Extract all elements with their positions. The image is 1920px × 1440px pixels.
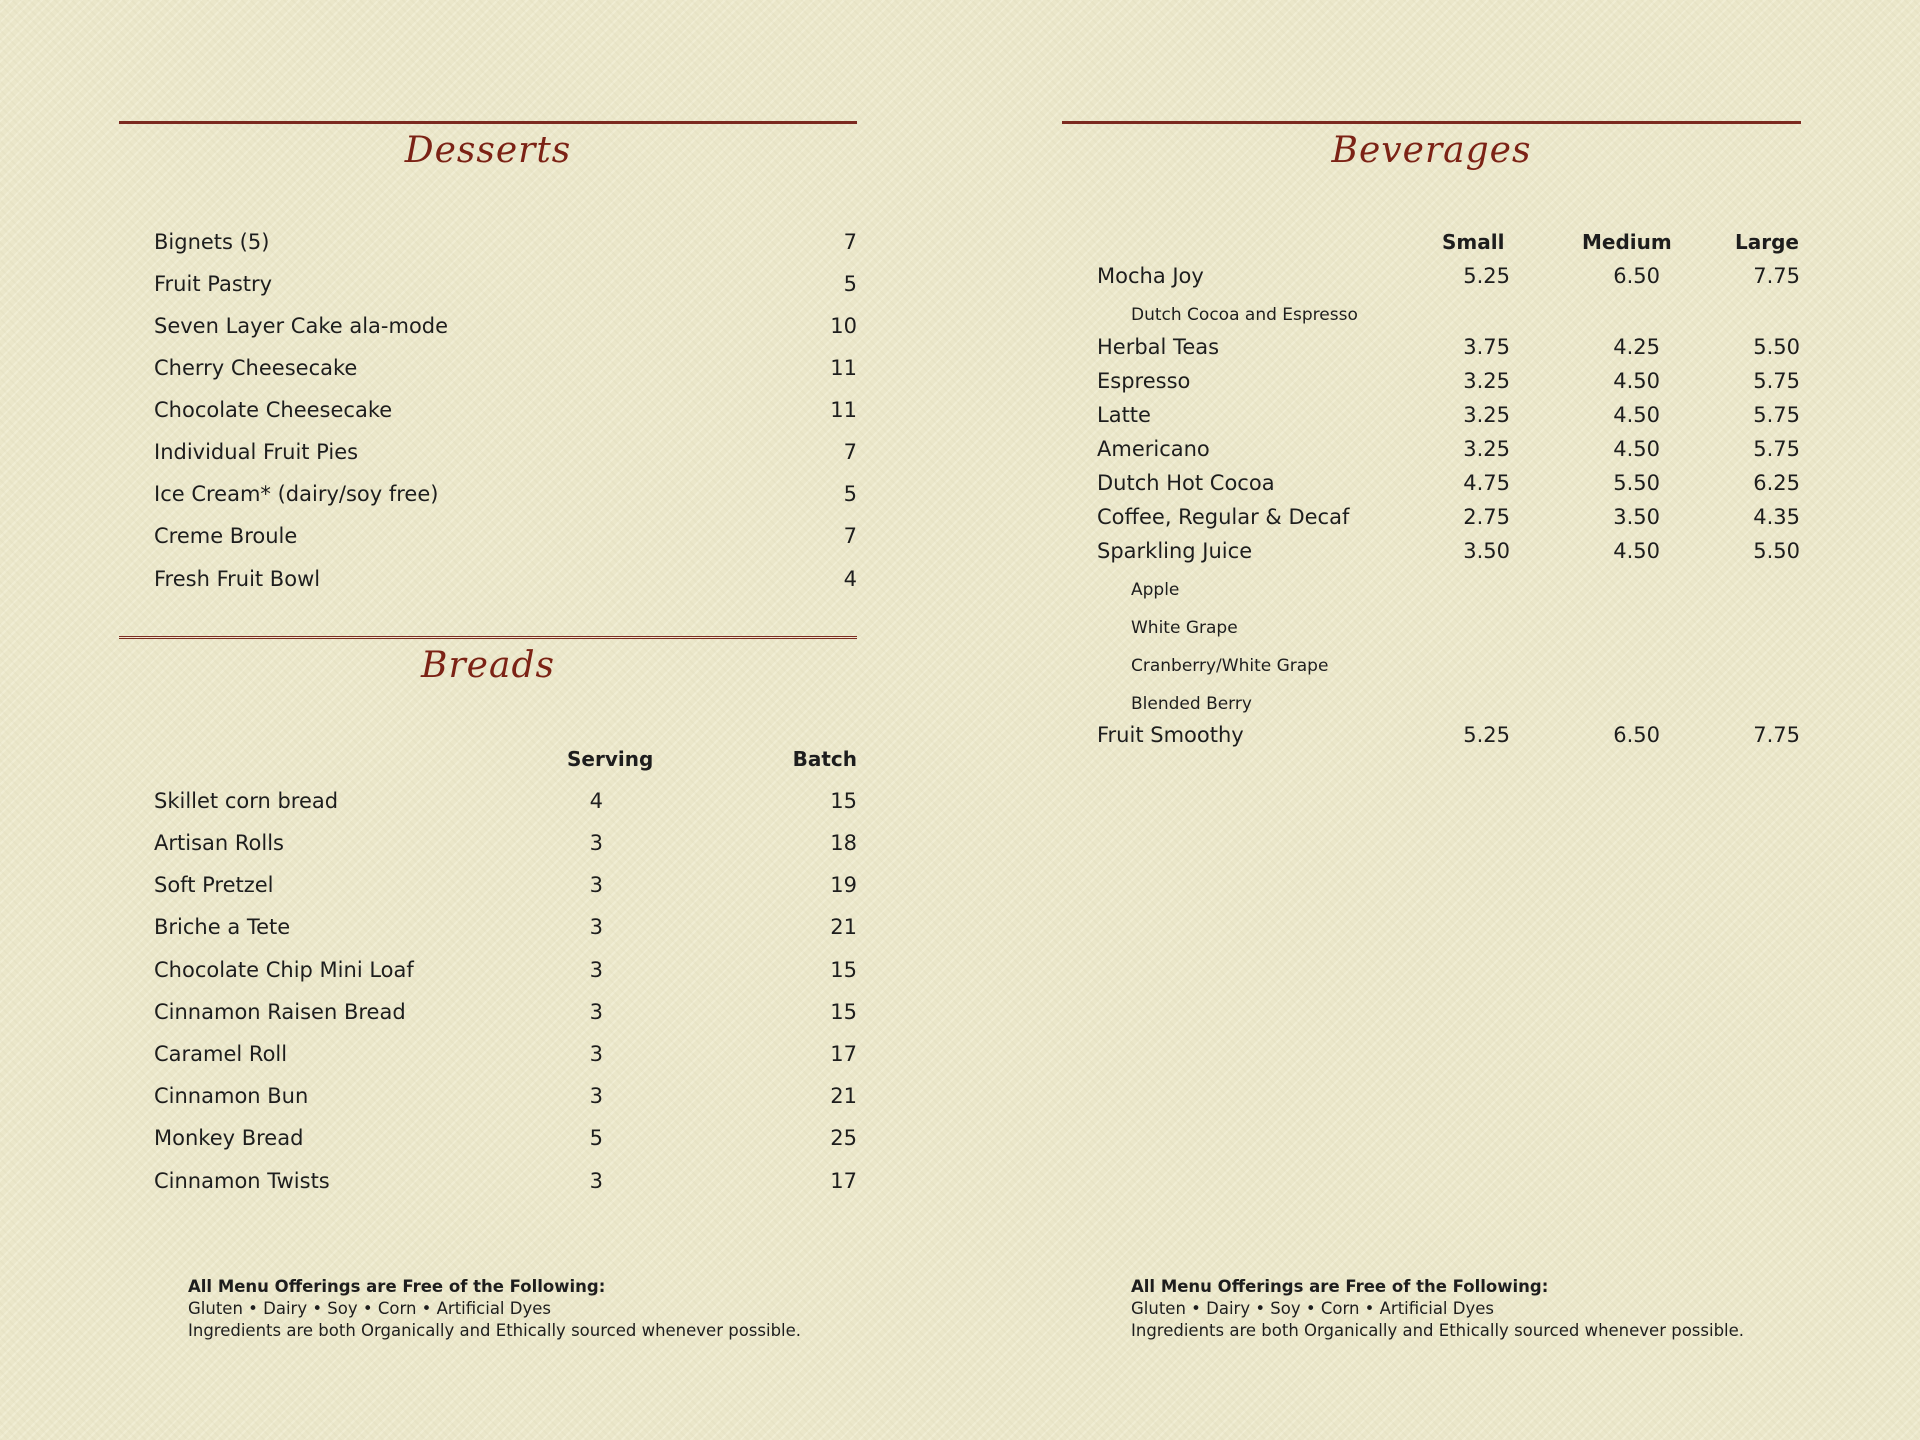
bread-serving: 3 — [589, 1169, 603, 1193]
dessert-name: Bignets (5) — [154, 230, 270, 254]
beverage-small-price: 3.25 — [1463, 369, 1510, 393]
dessert-price: 5 — [843, 482, 857, 506]
beverage-small-price: 4.75 — [1463, 471, 1510, 495]
dessert-price: 11 — [830, 398, 857, 422]
dessert-name: Individual Fruit Pies — [154, 440, 359, 464]
beverage-name: Americano — [1097, 437, 1210, 461]
breads-title: Breads — [421, 645, 555, 686]
bread-row — [119, 831, 857, 865]
beverage-name: Dutch Hot Cocoa — [1097, 471, 1275, 495]
dessert-name: Fresh Fruit Bowl — [154, 567, 321, 591]
beverage-row — [1062, 264, 1801, 298]
dessert-price: 4 — [843, 567, 857, 591]
beverage-name: Fruit Smoothy — [1097, 723, 1244, 747]
beverages-top-rule — [1062, 121, 1801, 124]
beverage-small-price: 2.75 — [1463, 505, 1510, 529]
bread-batch: 19 — [830, 873, 857, 897]
bread-batch: 17 — [830, 1042, 857, 1066]
beverage-large-price: 7.75 — [1753, 723, 1800, 747]
dessert-name: Chocolate Cheesecake — [154, 398, 393, 422]
beverage-name: Coffee, Regular & Decaf — [1097, 505, 1350, 529]
beverage-row — [1062, 505, 1801, 539]
footer-allergens: Gluten • Dairy • Soy • Corn • Artificial Dyes — [188, 1299, 551, 1318]
bread-batch: 15 — [830, 789, 857, 813]
dessert-price: 7 — [843, 524, 857, 548]
beverage-name: Espresso — [1097, 369, 1191, 393]
beverage-small-price: 3.75 — [1463, 335, 1510, 359]
right-page — [1062, 0, 1801, 1440]
beverage-large-price: 5.75 — [1753, 403, 1800, 427]
bread-row — [119, 789, 857, 823]
beverage-medium-price: 4.50 — [1613, 369, 1660, 393]
bread-name: Cinnamon Bun — [154, 1084, 309, 1108]
dessert-price: 7 — [843, 230, 857, 254]
beverages-large-header: Large — [1735, 230, 1799, 254]
dessert-name: Ice Cream* (dairy/soy free) — [154, 482, 439, 506]
bread-batch: 21 — [830, 915, 857, 939]
beverage-row — [1062, 723, 1801, 757]
bread-serving: 3 — [589, 915, 603, 939]
bread-row — [119, 873, 857, 907]
bread-name: Soft Pretzel — [154, 873, 274, 897]
beverage-large-price: 7.75 — [1753, 264, 1800, 288]
dessert-price: 11 — [830, 356, 857, 380]
bread-name: Chocolate Chip Mini Loaf — [154, 958, 414, 982]
breads-batch-header: Batch — [792, 747, 857, 771]
beverage-large-price: 5.50 — [1753, 335, 1800, 359]
bread-row — [119, 1084, 857, 1118]
beverage-name: Sparkling Juice — [1097, 539, 1253, 563]
footer-title: All Menu Offerings are Free of the Following: — [1131, 1277, 1549, 1296]
bread-name: Artisan Rolls — [154, 831, 284, 855]
dessert-row — [119, 230, 857, 264]
bread-name: Monkey Bread — [154, 1126, 304, 1150]
beverage-large-price: 5.75 — [1753, 369, 1800, 393]
dessert-row — [119, 272, 857, 306]
breads-top-rule — [119, 636, 857, 642]
bread-row — [119, 1000, 857, 1034]
beverage-name: Herbal Teas — [1097, 335, 1220, 359]
desserts-top-rule — [119, 121, 857, 124]
beverage-large-price: 5.50 — [1753, 539, 1800, 563]
dessert-name: Cherry Cheesecake — [154, 356, 358, 380]
bread-serving: 3 — [589, 1042, 603, 1066]
beverage-medium-price: 4.50 — [1613, 437, 1660, 461]
dessert-row — [119, 567, 857, 601]
bread-name: Cinnamon Raisen Bread — [154, 1000, 406, 1024]
bread-row — [119, 958, 857, 992]
juice-option: Cranberry/White Grape — [1131, 656, 1329, 676]
beverage-row — [1062, 335, 1801, 369]
dessert-row — [119, 482, 857, 516]
bread-batch: 15 — [830, 958, 857, 982]
beverage-row — [1062, 369, 1801, 403]
bread-name: Caramel Roll — [154, 1042, 288, 1066]
allergen-footer-right — [1131, 1276, 1744, 1342]
footer-allergens: Gluten • Dairy • Soy • Corn • Artificial Dyes — [1131, 1299, 1494, 1318]
beverage-small-price: 5.25 — [1463, 723, 1510, 747]
bread-name: Briche a Tete — [154, 915, 291, 939]
bread-name: Cinnamon Twists — [154, 1169, 330, 1193]
bread-serving: 3 — [589, 958, 603, 982]
bread-batch: 15 — [830, 1000, 857, 1024]
bread-serving: 3 — [589, 1084, 603, 1108]
beverage-name: Mocha Joy — [1097, 264, 1204, 288]
left-page — [119, 0, 857, 1440]
bread-row — [119, 1126, 857, 1160]
juice-option: Apple — [1131, 580, 1180, 600]
beverage-small-price: 3.50 — [1463, 539, 1510, 563]
beverage-small-price: 3.25 — [1463, 403, 1510, 427]
beverage-row — [1062, 539, 1801, 573]
beverage-medium-price: 3.50 — [1613, 505, 1660, 529]
dessert-row — [119, 398, 857, 432]
bread-name: Skillet corn bread — [154, 789, 339, 813]
footer-title: All Menu Offerings are Free of the Following: — [188, 1277, 606, 1296]
dessert-row — [119, 440, 857, 474]
beverage-large-price: 6.25 — [1753, 471, 1800, 495]
bread-serving: 3 — [589, 1000, 603, 1024]
beverage-row — [1062, 471, 1801, 505]
dessert-price: 7 — [843, 440, 857, 464]
bread-serving: 3 — [589, 873, 603, 897]
bread-serving: 3 — [589, 831, 603, 855]
juice-option: Blended Berry — [1131, 694, 1252, 714]
beverage-medium-price: 4.50 — [1613, 403, 1660, 427]
dessert-price: 5 — [843, 272, 857, 296]
beverage-medium-price: 6.50 — [1613, 723, 1660, 747]
bread-batch: 18 — [830, 831, 857, 855]
beverage-medium-price: 6.50 — [1613, 264, 1660, 288]
beverage-medium-price: 5.50 — [1613, 471, 1660, 495]
dessert-row — [119, 314, 857, 348]
beverages-medium-header: Medium — [1582, 230, 1672, 254]
footer-sourcing: Ingredients are both Organically and Ethically sourced whenever possible. — [1131, 1321, 1745, 1340]
dessert-name: Seven Layer Cake ala-mode — [154, 314, 449, 338]
beverage-small-price: 3.25 — [1463, 437, 1510, 461]
dessert-name: Creme Broule — [154, 524, 298, 548]
bread-row — [119, 1169, 857, 1203]
dessert-row — [119, 356, 857, 390]
beverage-large-price: 5.75 — [1753, 437, 1800, 461]
allergen-footer-left — [188, 1276, 801, 1342]
bread-row — [119, 1042, 857, 1076]
desserts-title: Desserts — [404, 130, 572, 171]
beverage-large-price: 4.35 — [1753, 505, 1800, 529]
bread-batch: 25 — [830, 1126, 857, 1150]
bread-serving: 5 — [589, 1126, 603, 1150]
beverage-medium-price: 4.25 — [1613, 335, 1660, 359]
beverage-row — [1062, 403, 1801, 437]
bread-batch: 17 — [830, 1169, 857, 1193]
mocha-joy-note: Dutch Cocoa and Espresso — [1131, 305, 1358, 325]
dessert-row — [119, 524, 857, 558]
bread-serving: 4 — [589, 789, 603, 813]
beverages-title: Beverages — [1331, 130, 1532, 171]
footer-sourcing: Ingredients are both Organically and Ethically sourced whenever possible. — [188, 1321, 802, 1340]
beverage-name: Latte — [1097, 403, 1151, 427]
beverage-medium-price: 4.50 — [1613, 539, 1660, 563]
beverages-small-header: Small — [1442, 230, 1505, 254]
bread-batch: 21 — [830, 1084, 857, 1108]
dessert-price: 10 — [830, 314, 857, 338]
beverage-row — [1062, 437, 1801, 471]
juice-option: White Grape — [1131, 618, 1238, 638]
bread-row — [119, 915, 857, 949]
breads-serving-header: Serving — [567, 747, 654, 771]
dessert-name: Fruit Pastry — [154, 272, 273, 296]
beverage-small-price: 5.25 — [1463, 264, 1510, 288]
